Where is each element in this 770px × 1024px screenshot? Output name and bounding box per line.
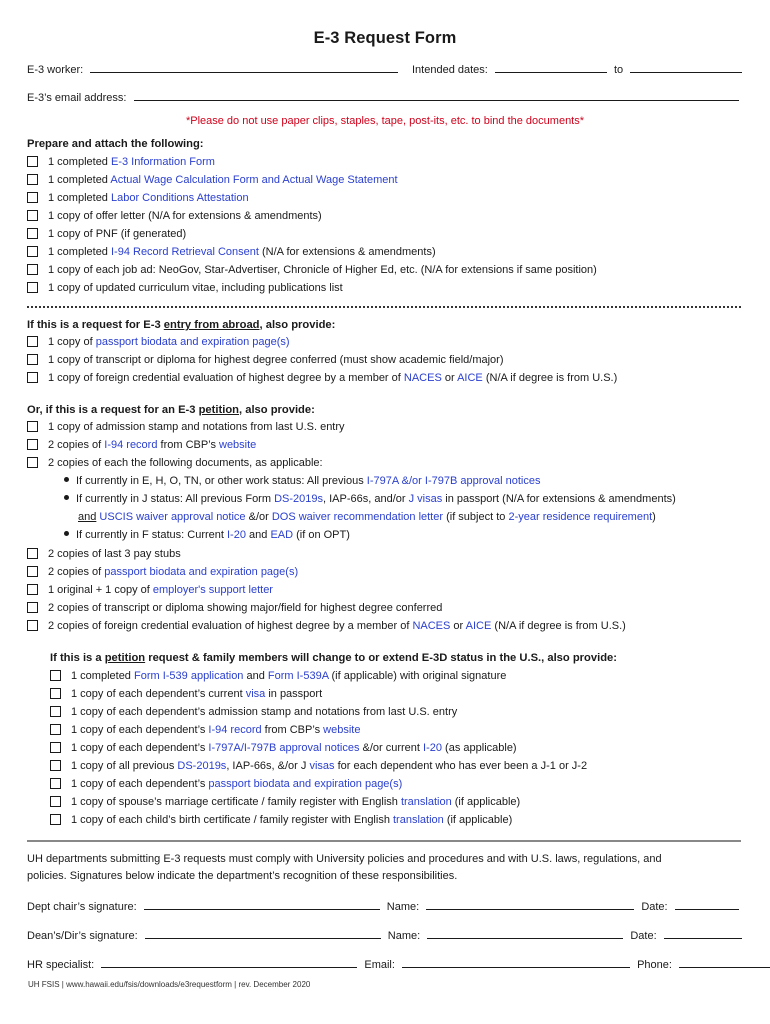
- dean-signature-row: [27, 927, 742, 943]
- item-text: 1 copy of spouse’s marriage certificate / family register with English: [71, 796, 401, 808]
- start-date-field[interactable]: [495, 61, 607, 73]
- family-checkbox-3[interactable]: [50, 706, 61, 717]
- item-text: in passport (N/A for extensions & amendments): [442, 493, 676, 505]
- item-text: and: [245, 529, 271, 541]
- item-text: 1 completed: [48, 174, 111, 186]
- abroad-heading: [27, 318, 335, 332]
- aice-link[interactable]: AICE: [457, 372, 483, 384]
- passport-link[interactable]: passport biodata and expiration page(s): [104, 566, 299, 578]
- family-checkbox-9[interactable]: [50, 814, 61, 825]
- item-text: 1 copy of transcript or diploma for highest degree conferred (must show academic field/major): [48, 354, 504, 366]
- section-rule: [27, 840, 741, 842]
- item-text: 1 copy of each job ad: NeoGov, Star-Advertiser, Chronicle of Higher Ed, etc. (N/A for extensions if same position): [48, 264, 597, 276]
- i20-link[interactable]: I-20: [227, 529, 246, 541]
- prepare-checkbox[interactable]: [27, 192, 38, 203]
- item-text: or: [441, 372, 458, 384]
- petition-heading-tail: , also provide:: [239, 404, 315, 416]
- family-checkbox-2[interactable]: [50, 688, 61, 699]
- item-text: 1 completed: [48, 156, 111, 168]
- i94-record-link[interactable]: I-94 record: [208, 724, 262, 736]
- petition-item-2: [27, 438, 256, 452]
- prepare-item: [27, 173, 398, 187]
- dates-label: Intended dates:: [412, 64, 488, 76]
- binding-notice: *Please do not use paper clips, staples, tape, post-its, etc. to bind the documents*: [185, 115, 585, 127]
- family-item-6: [50, 759, 587, 773]
- abroad-checkbox-1[interactable]: [27, 336, 38, 347]
- bullet-f-status: [64, 528, 350, 542]
- i539a-link[interactable]: Form I-539A: [267, 670, 329, 682]
- petition-item-7: [27, 601, 442, 615]
- document-link[interactable]: Actual Wage Calculation Form and Actual Wage Statement: [110, 174, 398, 186]
- j-visas-link[interactable]: J visas: [408, 493, 443, 505]
- family-item-9: [50, 813, 512, 827]
- abroad-item-1: [27, 335, 290, 349]
- document-link[interactable]: E-3 Information Form: [110, 156, 215, 168]
- dean-signature-field[interactable]: [145, 927, 381, 939]
- petition-heading-text: Or, if this is a request for an E-3: [27, 404, 199, 416]
- prepare-item: [27, 281, 343, 295]
- petition-item-8: [27, 619, 626, 633]
- hr-phone-label: Phone:: [637, 959, 672, 971]
- chair-signature-label: Dept chair’s signature:: [27, 901, 137, 913]
- bullet-icon: [64, 477, 69, 482]
- email-field-row: [27, 89, 739, 105]
- prepare-item: [27, 155, 215, 169]
- item-text: or: [450, 620, 466, 632]
- item-text: 2 copies of last 3 pay stubs: [48, 548, 181, 560]
- dean-name-label: Name:: [387, 930, 421, 942]
- item-text: 1 copy of each dependent’s: [71, 724, 209, 736]
- hr-email-label: Email:: [364, 959, 395, 971]
- family-checkbox-1[interactable]: [50, 670, 61, 681]
- petition-heading-emphasis: petition: [198, 404, 239, 416]
- passport-link[interactable]: passport biodata and expiration page(s): [208, 778, 403, 790]
- support-letter-link[interactable]: employer's support letter: [152, 584, 273, 596]
- abroad-checkbox-2[interactable]: [27, 354, 38, 365]
- petition-item-6: [27, 583, 273, 597]
- visa-link[interactable]: visa: [245, 688, 266, 700]
- item-text: in passport: [265, 688, 323, 700]
- item-text: (N/A if degree is from U.S.): [482, 372, 618, 384]
- section-divider: [27, 306, 741, 308]
- item-text: 1 copy of each dependent’s: [71, 778, 209, 790]
- ds2019-link[interactable]: DS-2019s: [177, 760, 227, 772]
- worker-label: E-3 worker:: [27, 64, 84, 76]
- family-checkbox-4[interactable]: [50, 724, 61, 735]
- translation-link[interactable]: translation: [393, 814, 444, 826]
- bullet-icon: [64, 531, 69, 536]
- item-text: &/or: [245, 511, 272, 523]
- family-item-1: [50, 669, 506, 683]
- item-text: 1 completed: [71, 670, 134, 682]
- item-text: , IAP-66s, &/or J: [226, 760, 310, 772]
- family-heading: [50, 651, 617, 665]
- family-item-4: [50, 723, 360, 737]
- item-text: ): [652, 511, 656, 523]
- document-link[interactable]: Labor Conditions Attestation: [110, 192, 249, 204]
- i539-link[interactable]: Form I-539 application: [133, 670, 244, 682]
- chair-date-label: Date:: [641, 901, 668, 913]
- prepare-checkbox[interactable]: [27, 210, 38, 221]
- item-text: 1 completed: [48, 192, 111, 204]
- item-text: &/or current: [359, 742, 424, 754]
- prepare-item: [27, 191, 249, 205]
- item-text: 2 copies of: [48, 566, 105, 578]
- bullet-work-status: [64, 474, 540, 488]
- worker-field-row: [27, 61, 398, 77]
- hr-label: HR specialist:: [27, 959, 95, 971]
- naces-link[interactable]: NACES: [412, 620, 451, 632]
- petition-checkbox-8[interactable]: [27, 620, 38, 631]
- aice-link[interactable]: AICE: [465, 620, 492, 632]
- petition-item-5: [27, 565, 298, 579]
- petition-item-1: [27, 420, 345, 434]
- item-text: 1 copy of all previous: [71, 760, 178, 772]
- prepare-checkbox[interactable]: [27, 156, 38, 167]
- item-text: 1 copy of each dependent’s admission stamp and notations from last U.S. entry: [71, 706, 458, 718]
- naces-link[interactable]: NACES: [403, 372, 442, 384]
- family-heading-text: If this is a: [50, 652, 105, 664]
- abroad-item-3: [27, 371, 617, 385]
- item-text: from CBP’s: [157, 439, 219, 451]
- item-text: 2 copies of transcript or diploma showing major/field for highest degree conferred: [48, 602, 443, 614]
- end-date-field[interactable]: [630, 61, 742, 73]
- bullet-j-status: [64, 492, 676, 506]
- item-text: (N/A for extensions & amendments): [258, 246, 436, 258]
- cbp-website-link[interactable]: website: [219, 439, 257, 451]
- item-text: (if applicable): [451, 796, 521, 808]
- item-text: If currently in E, H, O, TN, or other work status: All previous: [76, 475, 367, 487]
- worker-field[interactable]: [90, 61, 398, 73]
- prepare-heading: Prepare and attach the following:: [27, 138, 204, 150]
- petition-checkbox-3[interactable]: [27, 457, 38, 468]
- dean-name-field[interactable]: [427, 927, 623, 939]
- prepare-checkbox[interactable]: [27, 264, 38, 275]
- item-text: and: [78, 511, 97, 523]
- family-checkbox-7[interactable]: [50, 778, 61, 789]
- dean-signature-label: Dean’s/Dir’s signature:: [27, 930, 138, 942]
- j-visas-link[interactable]: visas: [309, 760, 335, 772]
- item-text: 1 original + 1 copy of: [48, 584, 153, 596]
- item-text: (if on OPT): [293, 529, 350, 541]
- hr-name-field[interactable]: [101, 956, 357, 968]
- chair-signature-row: [27, 898, 739, 914]
- abroad-heading-emphasis: entry from abroad: [163, 319, 260, 331]
- chair-name-field[interactable]: [426, 898, 634, 910]
- prepare-checkbox[interactable]: [27, 246, 38, 257]
- compliance-line-2: policies. Signatures below indicate the department’s recognition of these responsibilities.: [27, 870, 458, 882]
- item-text: 2 copies of: [48, 439, 105, 451]
- item-text: 1 completed: [48, 246, 111, 258]
- abroad-heading-tail: , also provide:: [259, 319, 336, 331]
- petition-checkbox-2[interactable]: [27, 439, 38, 450]
- hr-signature-row: [27, 956, 770, 972]
- approval-notices-link[interactable]: I-797A &/or I-797B approval notices: [366, 475, 541, 487]
- family-heading-emphasis: petition: [104, 652, 146, 664]
- dos-waiver-link[interactable]: DOS waiver recommendation letter: [271, 511, 444, 523]
- i20-link[interactable]: I-20: [423, 742, 442, 754]
- prepare-item: [27, 245, 436, 259]
- item-text: and: [243, 670, 268, 682]
- family-item-3: [50, 705, 457, 719]
- dates-field-row: [412, 61, 742, 77]
- family-item-2: [50, 687, 322, 701]
- item-text: (N/A if degree is from U.S.): [491, 620, 626, 632]
- item-text: 1 copy of admission stamp and notations from last U.S. entry: [48, 421, 345, 433]
- item-text: 1 copy of offer letter (N/A for extensions & amendments): [48, 210, 322, 222]
- uscis-waiver-link[interactable]: USCIS waiver approval notice: [99, 511, 246, 523]
- prepare-item: [27, 209, 322, 223]
- hr-email-field[interactable]: [402, 956, 630, 968]
- petition-checkbox-6[interactable]: [27, 584, 38, 595]
- prepare-checkbox[interactable]: [27, 282, 38, 293]
- family-checkbox-8[interactable]: [50, 796, 61, 807]
- chair-date-field[interactable]: [675, 898, 739, 910]
- family-item-7: [50, 777, 402, 791]
- abroad-checkbox-3[interactable]: [27, 372, 38, 383]
- translation-link[interactable]: translation: [400, 796, 452, 808]
- ds2019-link[interactable]: DS-2019s: [274, 493, 323, 505]
- bullet-icon: [64, 495, 69, 500]
- item-text: 1 copy of: [48, 336, 96, 348]
- family-item-5: [50, 741, 517, 755]
- petition-checkbox-1[interactable]: [27, 421, 38, 432]
- item-text: If currently in J status: All previous Form: [76, 493, 275, 505]
- prepare-checkbox[interactable]: [27, 174, 38, 185]
- item-text: , IAP-66s, and/or: [323, 493, 409, 505]
- item-text: (if applicable): [443, 814, 513, 826]
- item-text: If currently in F status: Current: [76, 529, 227, 541]
- prepare-item: [27, 227, 186, 241]
- footer: UH FSIS | www.hawaii.edu/fsis/downloads/e3requestform | rev. December 2020: [28, 980, 311, 989]
- item-text: 2 copies of foreign credential evaluation of highest degree by a member of: [48, 620, 413, 632]
- item-text: 1 copy of each dependent’s current: [71, 688, 246, 700]
- chair-name-label: Name:: [386, 901, 420, 913]
- item-text: from CBP’s: [261, 724, 324, 736]
- item-text: (if applicable) with original signature: [328, 670, 507, 682]
- ead-link[interactable]: EAD: [270, 529, 294, 541]
- chair-signature-field[interactable]: [144, 898, 380, 910]
- family-checkbox-5[interactable]: [50, 742, 61, 753]
- item-text: 1 copy of PNF (if generated): [48, 228, 187, 240]
- to-label: to: [613, 64, 624, 76]
- petition-heading: [27, 403, 315, 417]
- dean-date-field[interactable]: [664, 927, 742, 939]
- cbp-website-link[interactable]: website: [323, 724, 361, 736]
- approval-notices-link[interactable]: I-797A/I-797B approval notices: [208, 742, 360, 754]
- item-text: 1 copy of foreign credential evaluation of highest degree by a member of: [48, 372, 404, 384]
- i94-record-link[interactable]: I-94 record: [104, 439, 158, 451]
- abroad-item-2: [27, 353, 504, 367]
- item-text: (if subject to: [443, 511, 509, 523]
- petition-item-3: [27, 456, 323, 470]
- passport-link[interactable]: passport biodata and expiration page(s): [95, 336, 290, 348]
- compliance-line-1: UH departments submitting E-3 requests must comply with University policies and procedures and with U.S. laws, regulations, and: [27, 853, 662, 865]
- hr-phone-field[interactable]: [679, 956, 770, 968]
- item-text: 2 copies of each the following documents, as applicable:: [48, 457, 323, 469]
- prepare-checkbox[interactable]: [27, 228, 38, 239]
- family-heading-tail: request & family members will change to or extend E-3D status in the U.S., also provide:: [145, 652, 617, 664]
- email-field[interactable]: [134, 89, 739, 101]
- item-text: 1 copy of each child’s birth certificate / family register with English: [71, 814, 393, 826]
- residence-requirement-link[interactable]: 2-year residence requirement: [508, 511, 653, 523]
- petition-item-4: [27, 547, 181, 561]
- item-text: 1 copy of each dependent’s: [71, 742, 209, 754]
- petition-checkbox-4[interactable]: [27, 548, 38, 559]
- petition-checkbox-7[interactable]: [27, 602, 38, 613]
- document-link[interactable]: I-94 Record Retrieval Consent: [110, 246, 259, 258]
- family-item-8: [50, 795, 520, 809]
- item-text: 1 copy of updated curriculum vitae, including publications list: [48, 282, 343, 294]
- email-label: E-3’s email address:: [27, 92, 127, 104]
- petition-checkbox-5[interactable]: [27, 566, 38, 577]
- dean-date-label: Date:: [630, 930, 657, 942]
- abroad-heading-text: If this is a request for E-3: [27, 319, 164, 331]
- page-title: E-3 Request Form: [313, 29, 457, 47]
- bullet-j-status-cont: [78, 510, 656, 524]
- item-text: (as applicable): [442, 742, 517, 754]
- item-text: for each dependent who has ever been a J-1 or J-2: [334, 760, 588, 772]
- family-checkbox-6[interactable]: [50, 760, 61, 771]
- prepare-item: [27, 263, 597, 277]
